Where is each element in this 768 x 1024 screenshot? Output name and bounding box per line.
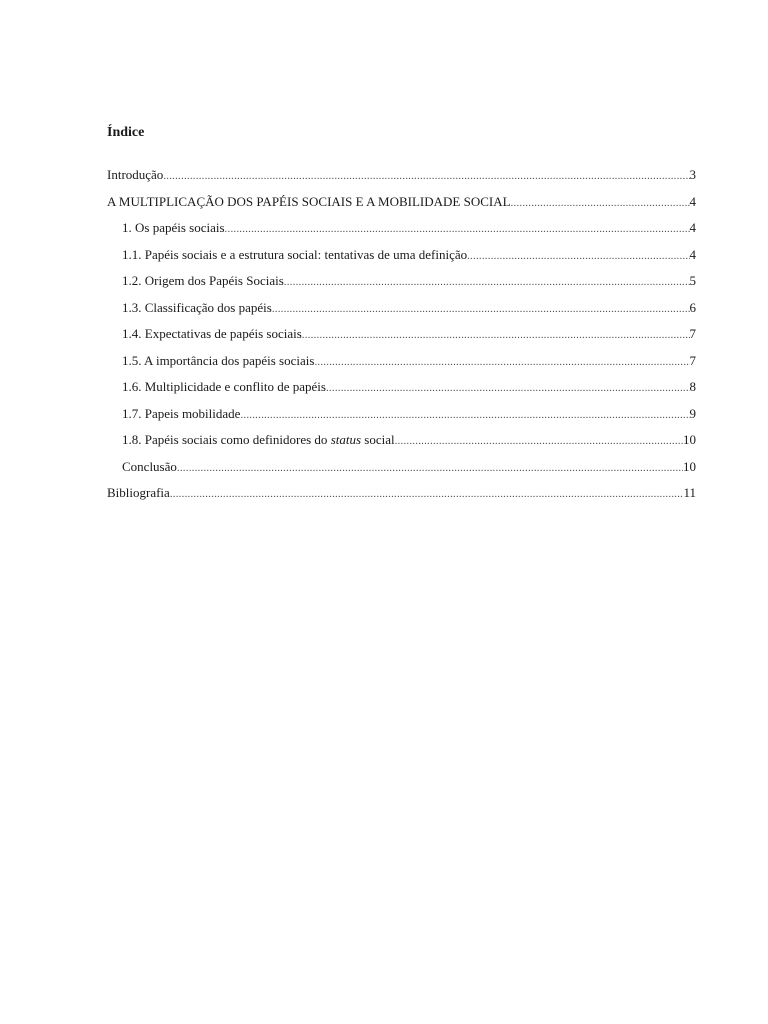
toc-entry-label: 1.1. Papéis sociais e a estrutura social: tentativas de uma definição	[122, 246, 468, 262]
toc-dot-leader	[314, 352, 689, 372]
toc-entry-label: 1. Os papéis sociais	[122, 220, 225, 235]
toc-entry-label: Bibliografia	[107, 485, 170, 500]
toc-page-number: 7	[689, 352, 696, 368]
toc-entry-label: 1.6. Multiplicidade e conflito de papéis	[122, 379, 326, 394]
toc-entry-1-8[interactable]	[107, 430, 696, 457]
document-page	[107, 123, 696, 510]
toc-entry-1-2[interactable]	[107, 271, 696, 298]
toc-dot-leader	[272, 299, 690, 319]
toc-entry-1-4[interactable]	[107, 324, 696, 351]
toc-dot-leader	[225, 219, 690, 239]
toc-page-number: 11	[683, 485, 696, 500]
toc-dot-leader	[163, 166, 689, 186]
toc-entry-label: Introdução	[107, 167, 164, 182]
toc-page-number: 9	[689, 405, 696, 421]
toc-entry-label: 1.3. Classificação dos papéis	[122, 299, 272, 315]
toc-page-number: 7	[689, 326, 696, 341]
toc-page-number: 4	[689, 193, 696, 209]
toc-entry-1[interactable]	[107, 218, 696, 245]
toc-entry-label: 1.7. Papeis mobilidade	[122, 405, 241, 421]
toc-entry-label: 1.5. A importância dos papéis sociais	[122, 352, 315, 368]
toc-page-number: 5	[689, 273, 696, 288]
toc-page-number: 4	[689, 220, 696, 235]
toc-entry-label: 1.2. Origem dos Papéis Sociais	[122, 273, 284, 288]
toc-page-number: 10	[683, 432, 696, 447]
toc-entry-1-3[interactable]	[107, 298, 696, 325]
toc-entry-bibliografia[interactable]	[107, 483, 696, 510]
toc-entry-1-6[interactable]	[107, 377, 696, 404]
toc-page-number: 10	[683, 458, 696, 474]
toc-dot-leader	[240, 405, 689, 425]
toc-entry-label: Conclusão	[122, 458, 177, 474]
toc-entry-label: 1.4. Expectativas de papéis sociais	[122, 326, 302, 341]
toc-entry-1-5[interactable]	[107, 351, 696, 378]
toc-dot-leader	[326, 378, 690, 398]
toc-entry-introducao[interactable]	[107, 165, 696, 192]
toc-dot-leader	[284, 272, 690, 292]
toc-entry-label: A MULTIPLICAÇÃO DOS PAPÉIS SOCIAIS E A MOBILIDADE SOCIAL	[107, 193, 511, 209]
toc-list	[107, 165, 696, 510]
toc-dot-leader	[395, 431, 683, 451]
toc-page-number: 3	[689, 167, 696, 182]
toc-entry-label-part: social	[361, 432, 395, 447]
toc-dot-leader	[170, 484, 684, 504]
toc-entry-conclusao[interactable]	[107, 457, 696, 484]
toc-page-number: 4	[689, 246, 696, 262]
toc-entry-label-part: 1.8. Papéis sociais como definidores do	[122, 432, 331, 447]
toc-dot-leader	[467, 246, 689, 266]
toc-page-number: 6	[689, 299, 696, 315]
toc-dot-leader	[177, 458, 683, 478]
toc-page-number: 8	[689, 379, 696, 394]
toc-dot-leader	[302, 325, 690, 345]
toc-entry-label-italic: status	[330, 432, 362, 447]
toc-entry-1-7[interactable]	[107, 404, 696, 431]
toc-dot-leader	[511, 193, 690, 213]
toc-heading: Índice	[107, 125, 145, 140]
toc-entry-multiplicacao[interactable]	[107, 192, 696, 219]
toc-entry-1-1[interactable]	[107, 245, 696, 272]
toc-entry-label	[122, 430, 395, 450]
